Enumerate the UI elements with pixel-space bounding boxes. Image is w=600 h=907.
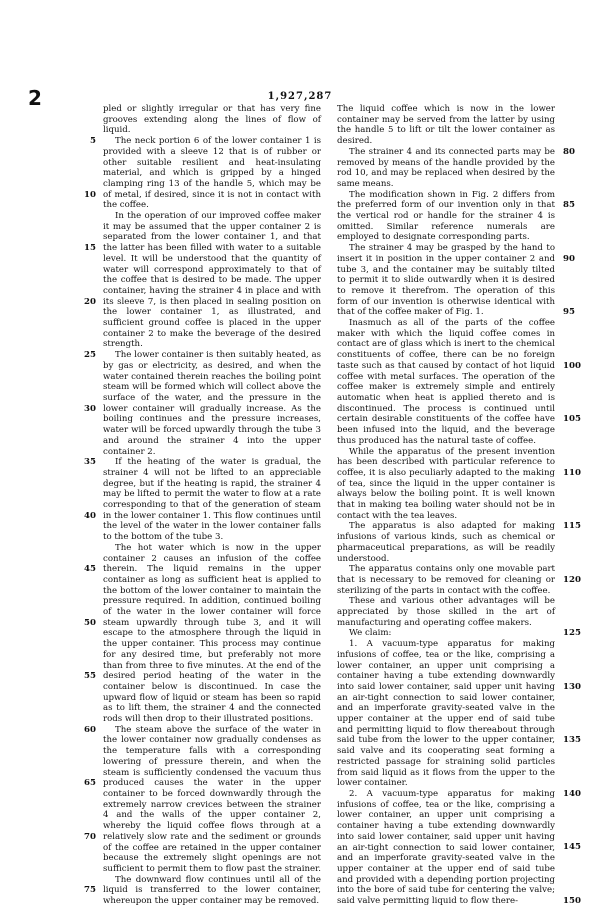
paragraph: Inasmuch as all of the parts of the coffee maker with which the liquid coffee comes in contact are of glass which is inert to the chemical constituents of coffee, there can be no foreign taste such as that caused by contact of hot liquid coffee with metal surfaces. The operation of the coffee maker is extremely simple and entirely automatic when heat is applied thereto and is discontinued. The process is continued until certain desirable constituents of the coffee have been infused into the liquid, and the beverage thus produced has the natural taste of coffee. [337, 318, 555, 446]
left-column [103, 104, 321, 907]
paragraph: The strainer 4 may be grasped by the hand to insert it in position in the upper container 2 and tube 3, and the container may be suitably tilted to permit it to slide outwardly when it is desired to remove it therefrom. The operation of this form of our invention is otherwise identical with that of the coffee maker of Fig. 1. [337, 243, 555, 318]
line-number: 140 [563, 788, 581, 799]
paragraph: 1. A vacuum-type apparatus for making infusions of coffee, tea or the like, comprising a lower container, an upper unit comprising a container having a tube extending downwardly into said lower container, said upper unit having an air-tight connection to said lower container, and an imperforate gravity-seated valve in the upper container at the upper end of said tube and permitting liquid to flow thereabout through said tube from the lower to the upper container, said valve and its cooperating seat forming a restricted passage for straining solid particles from said liquid as it flows from the upper to the lower container. [337, 639, 555, 789]
line-number: 120 [563, 574, 581, 585]
right-column [337, 104, 555, 907]
paragraph: The steam above the surface of the water in the lower container now gradually condenses as the temperature falls with a corresponding lowering of pressure therein, and when the steam is sufficiently condensed the vacuum thus produced causes the water in the upper container to be forced downwardly through the extremely narrow crevices between the strainer 4 and the walls of the upper container 2, whereby the liquid coffee flows through at a relatively slow rate and the sediment or grounds of the coffee are retained in the upper container because the extremely slight openings are not sufficient to permit them to flow past the strainer. [103, 724, 321, 874]
paragraph: The modification shown in Fig. 2 differs from the preferred form of our invention only in that the vertical rod or handle for the strainer 4 is omitted. Similar reference numerals are employed to designate corresponding parts. [337, 189, 555, 243]
paragraph: The apparatus is also adapted for making infusions of various kinds, such as chemical or pharmaceutical preparations, as will be readily understood. [337, 521, 555, 564]
line-number: 80 [563, 146, 575, 157]
line-number: 55 [84, 671, 96, 682]
line-number: 50 [84, 617, 96, 628]
patent-number: 1,927,287 [267, 91, 333, 102]
paragraph: These and various other advantages will be appreciated by those skilled in the art of manufacturing and operating coffee makers. [337, 596, 555, 628]
line-number: 145 [563, 842, 581, 853]
paragraph: While the apparatus of the present invention has been described with particular reference to coffee, it is also peculiarly adapted to the making of tea, since the liquid in the upper container is always below the boiling point. It is well known that in making tea boiling water should not be in contact with the tea leaves. [337, 446, 555, 521]
line-number: 100 [563, 360, 581, 371]
line-number: 125 [563, 628, 581, 639]
line-number: 10 [84, 189, 96, 200]
line-number: 85 [563, 200, 575, 211]
paragraph: The liquid coffee which is now in the lower container may be served from the latter by using the handle 5 to lift or tilt the lower container as desired. [337, 104, 555, 147]
line-number: 45 [84, 564, 96, 575]
paragraph: 2. A vacuum-type apparatus for making infusions of coffee, tea or the like, comprising a lower container, an upper unit comprising a container having a tube extending downwardly into said lower container, said upper unit having an air-tight connection to said lower container, and an imperforate gravity-seated valve in the upper container at the upper end of said tube and provided with a depending portion projecting into the bore of said tube for centering the valve; said valve permitting liquid to flow there- [337, 789, 555, 907]
line-number: 135 [563, 735, 581, 746]
line-number: 90 [563, 253, 575, 264]
paragraph: pled or slightly irregular or that has very fine grooves extending along the lines of flow of liquid. [103, 104, 321, 136]
paragraph: The hot water which is now in the upper container 2 causes an infusion of the coffee therein. The liquid remains in the upper container as long as sufficient heat is applied to the bottom of the lower container to maintain the pressure required. In addition, continued boiling of the water in the lower container will force steam upwardly through tube 3, and it will escape to the atmosphere through the liquid in the upper container. This process may continue for any desired time, but preferably not more than from three to five minutes. At the end of the desired period heating of the water in the container below is discontinued. In case the upward flow of liquid or steam has been so rapid as to lift them, the strainer 4 and the connected rods will then drop to their illustrated positions. [103, 542, 321, 725]
paragraph: In the operation of our improved coffee maker it may be assumed that the upper container 2 is separated from the lower container 1, and that the latter has been filled with water to a suitable level. It will be understood that the quantity of water will correspond approximately to that of the coffee that is desired to be made. The upper container, having the strainer 4 in place and with its sleeve 7, is then placed in sealing position on the lower container 1, as illustrated, and sufficient ground coffee is placed in the upper container 2 to make the beverage of the desired strength. [103, 211, 321, 350]
line-number: 5 [90, 136, 96, 147]
paragraph: The strainer 4 and its connected parts may be removed by means of the handle provided by the rod 10, and may be replaced when desired by the same means. [337, 146, 555, 189]
line-number: 60 [84, 724, 96, 735]
paragraph: The neck portion 6 of the lower container 1 is provided with a sleeve 12 that is of rubber or other suitable resilient and heat-insulating material, and which is gripped by a hinged clamping ring 13 of the handle 5, which may be of metal, if desired, since it is not in contact with the coffee. [103, 136, 321, 211]
line-number: 150 [563, 895, 581, 906]
line-number: 115 [563, 521, 581, 532]
paragraph: The downward flow continues until all of the liquid is transferred to the lower container, whereupon the upper container may be removed. [103, 874, 321, 907]
line-number: 70 [84, 831, 96, 842]
line-number: 20 [84, 296, 96, 307]
paragraph: If the heating of the water is gradual, the strainer 4 will not be lifted to an appreciable degree, but if the heating is rapid, the strainer 4 may be lifted to permit the water to flow at a rate corresponding to that of the generation of steam in the lower container 1. This flow continues until the level of the water in the lower container falls to the bottom of the tube 3. [103, 457, 321, 543]
line-number: 35 [84, 457, 96, 468]
page-number: 2 [28, 86, 42, 110]
line-number: 65 [84, 778, 96, 789]
line-number: 15 [84, 243, 96, 254]
line-number: 110 [563, 467, 581, 478]
line-number: 30 [84, 403, 96, 414]
line-number: 25 [84, 350, 96, 361]
line-number: 95 [563, 307, 575, 318]
line-number: 130 [563, 681, 581, 692]
paragraph: The lower container is then suitably heated, as by gas or electricity, as desired, and when the water contained therein reaches the boiling point steam will be formed which will collect above the surface of the water, and the pressure in the lower container will gradually increase. As the boiling continues and the pressure increases, water will be forced upwardly through the tube 3 and around the strainer 4 into the upper container 2. [103, 350, 321, 457]
paragraph: We claim: [349, 628, 392, 639]
line-number: 75 [84, 885, 96, 896]
paragraph: The apparatus contains only one movable part that is necessary to be removed for cleaning or sterilizing of the parts in contact with the coffee. [337, 564, 555, 596]
line-number: 40 [84, 510, 96, 521]
line-number: 105 [563, 414, 581, 425]
